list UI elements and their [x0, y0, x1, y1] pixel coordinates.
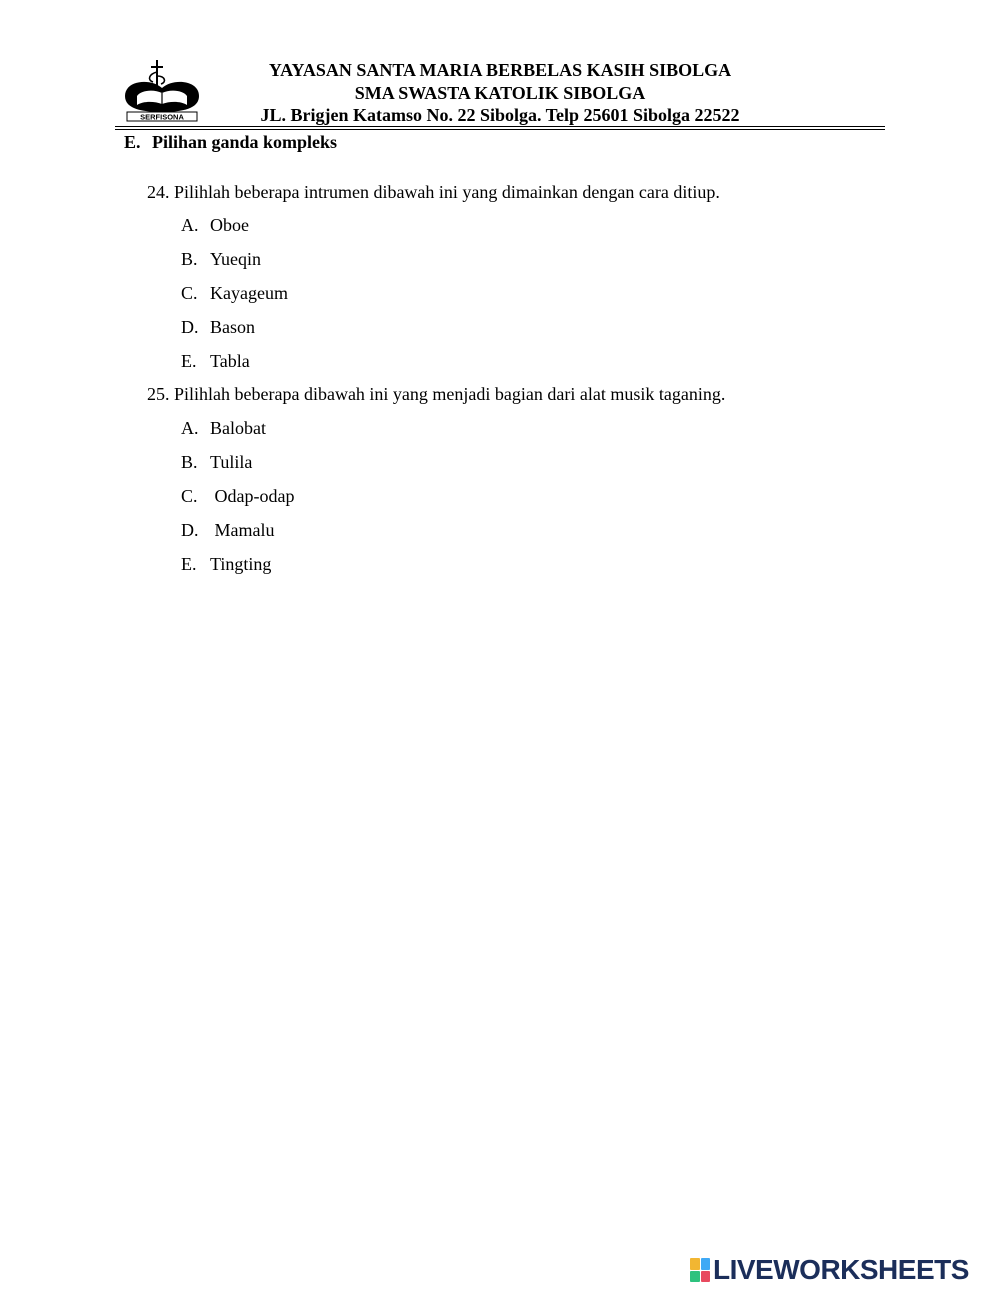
option-letter: A.: [181, 418, 199, 438]
option-24-c[interactable]: [181, 282, 288, 304]
option-text: Tingting: [210, 554, 272, 574]
option-text: Tabla: [210, 351, 250, 371]
option-text: Balobat: [210, 418, 266, 438]
question-25: [147, 383, 725, 405]
option-letter: A.: [181, 215, 199, 235]
liveworksheets-logo-icon: [690, 1258, 710, 1282]
option-text: Oboe: [210, 215, 249, 235]
section-heading: [124, 131, 337, 153]
section-title: Pilihan ganda kompleks: [152, 132, 338, 152]
liveworksheets-brand[interactable]: [690, 1255, 969, 1285]
question-text: Pilihlah beberapa dibawah ini yang menjadi bagian dari alat musik taganing.: [174, 384, 726, 404]
logo-tile-4: [701, 1271, 711, 1283]
option-25-d[interactable]: [181, 519, 275, 541]
header-divider-thin: [115, 129, 885, 130]
header-address: JL. Brigjen Katamso No. 22 Sibolga. Telp 25601 Sibolga 22522: [260, 105, 740, 125]
option-text: Tulila: [210, 452, 253, 472]
logo-tile-1: [690, 1258, 700, 1270]
option-text: Bason: [210, 317, 255, 337]
option-letter: D.: [181, 317, 199, 337]
logo-text: SERFISONA: [140, 112, 184, 122]
option-letter: B.: [181, 452, 198, 472]
option-text: Odap-odap: [210, 486, 295, 506]
option-text: Mamalu: [210, 520, 275, 540]
option-25-c[interactable]: [181, 485, 294, 507]
option-24-b[interactable]: [181, 248, 261, 270]
question-number: 25.: [147, 384, 170, 404]
section-letter: E.: [124, 132, 141, 152]
option-25-e[interactable]: [181, 553, 271, 575]
option-24-d[interactable]: [181, 316, 255, 338]
option-letter: E.: [181, 554, 197, 574]
question-number: 24.: [147, 182, 170, 202]
logo-tile-3: [690, 1271, 700, 1283]
logo-tile-2: [701, 1258, 711, 1270]
question-text: Pilihlah beberapa intrumen dibawah ini yang dimainkan dengan cara ditiup.: [174, 182, 720, 202]
header-divider-thick: [115, 126, 885, 127]
option-24-a[interactable]: [181, 214, 249, 236]
liveworksheets-wordmark: LIVEWORKSHEETS: [713, 1254, 969, 1285]
option-letter: E.: [181, 351, 197, 371]
option-letter: C.: [181, 283, 198, 303]
option-text: Yueqin: [210, 249, 261, 269]
question-24: [147, 181, 720, 203]
option-letter: C.: [181, 486, 198, 506]
option-25-a[interactable]: [181, 417, 266, 439]
header-foundation-name: YAYASAN SANTA MARIA BERBELAS KASIH SIBOLGA: [268, 60, 732, 80]
header-school-name: SMA SWASTA KATOLIK SIBOLGA: [354, 83, 646, 103]
option-25-b[interactable]: [181, 451, 252, 473]
option-text: Kayageum: [210, 283, 288, 303]
option-letter: D.: [181, 520, 199, 540]
option-letter: B.: [181, 249, 198, 269]
option-24-e[interactable]: [181, 350, 250, 372]
